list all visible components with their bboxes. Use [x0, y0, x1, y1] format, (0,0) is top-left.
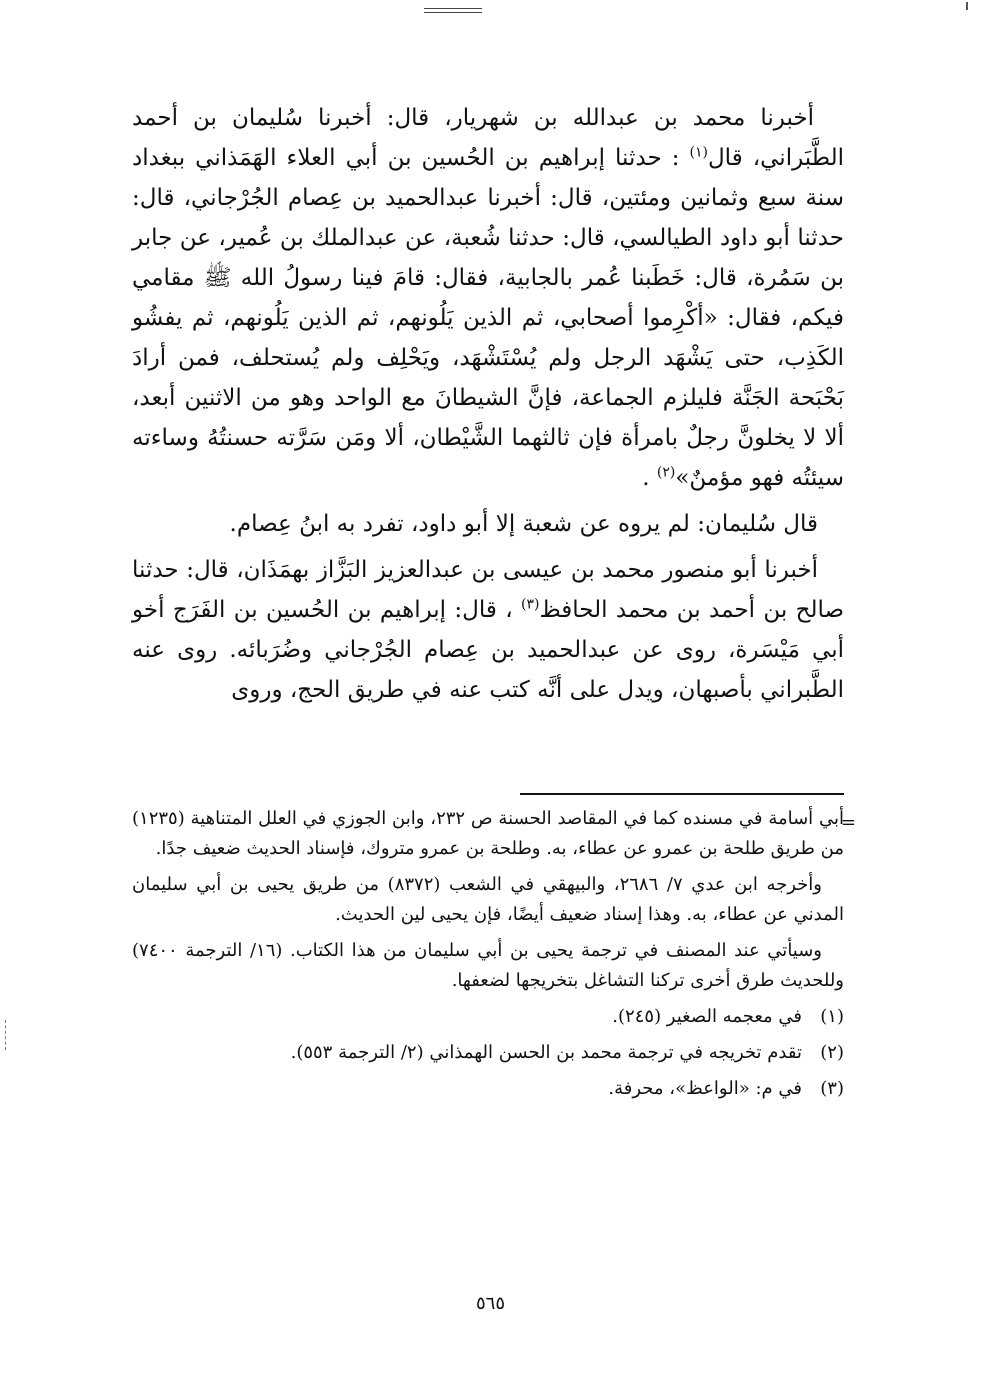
- footnote-paragraph-3: وسيأتي عند المصنف في ترجمة يحيى بن أبي سليمان من هذا الكتاب. (١٦/ الترجمة ٧٤٠٠) وللحديث طرق أخرى تركنا التشاغل بتخريجها لضعفها.: [132, 940, 844, 991]
- footnote-item-1: [132, 1002, 844, 1032]
- footnote-separator: [520, 793, 844, 795]
- corner-mark: [966, 2, 972, 10]
- margin-mark: [5, 1020, 7, 1050]
- main-text: [132, 98, 844, 710]
- paragraph-1: [132, 98, 844, 498]
- footnote-number: (١): [820, 1006, 844, 1027]
- paragraph-3: [132, 550, 844, 710]
- paragraph-2: قال سُليمان: لم يروه عن شعبة إلا أبو داود، تفرد به ابنُ عِصام.: [229, 511, 818, 537]
- paragraph-3-part-a: أخبرنا أبو منصور محمد بن عيسى بن عبدالعزيز البَزَّاز بهمَذَان، قال: حدثنا صالح بن أحمد بن محمد الحافظ: [132, 557, 845, 623]
- footnote-item-3: [132, 1074, 844, 1104]
- footnote-text: تقدم تخريجه في ترجمة محمد بن الحسن الهمذاني (٢/ الترجمة ٥٥٣).: [290, 1042, 802, 1063]
- footnote-ref-1: (١): [689, 144, 708, 161]
- footnote-text: في م: «الواعظ»، محرفة.: [608, 1078, 802, 1099]
- top-rule: [424, 8, 482, 9]
- top-rule-second: [424, 12, 482, 13]
- footnote-ref-2: (٢): [656, 464, 676, 481]
- paragraph-1-part-c: .: [642, 465, 657, 491]
- continuation-marker: =: [840, 812, 856, 833]
- page-number: ٥٦٥: [475, 1293, 505, 1314]
- footnote-ref-3: (٣): [521, 596, 540, 613]
- paragraph-1-part-a: أخبرنا محمد بن عبدالله بن شهريار، قال: أخبرنا سُليمان بن أحمد الطَّبَراني، قال: [132, 105, 844, 171]
- footnote-continuation-text: أبي أسامة في مسنده كما في المقاصد الحسنة ص ٢٣٢، وابن الجوزي في العلل المتناهية (١٢٣٥) من طريق طلحة بن عمرو عن عطاء، به. وطلحة بن عمرو متروك، فإسناد الحديث ضعيف جدًا.: [132, 808, 844, 859]
- paragraph-1-part-b: : حدثنا إبراهيم بن الحُسين بن أبي العلاء الهَمَذاني ببغداد سنة سبع وثمانين ومئتين، قال: أخبرنا عبدالحميد بن عِصام الجُرْجاني، قال: حدثنا أبو داود الطيالسي، قال: حدثنا شُعبة، عن عبدالملك بن عُمير، عن جابر بن سَمُرة، قال: خَطَبنا عُمر بالجابية، فقال: قامَ فينا رسولُ الله ﷺ مقامي فيكم، فقال: «أكْرِموا أصحابي، ثم الذين يَلُونهم، ثم الذين يَلُونهم، ثم يفشُو الكَذِب، حتى يَشْهَد الرجل ولم يُسْتَشْهَد، ويَحْلِف ولم يُستحلف، فمن أرادَ بَحْبَحة الجَنَّة فليلزم الجماعة، فإنَّ الشيطانَ مع الواحد وهو من الاثنين أبعد، ألا لا يخلونَّ رجلٌ بامرأة فإن ثالثهما الشَّيْطان، ألا ومَن سَرَّته حسنتُهُ وساءته سيئتُه فهو مؤمنٌ»: [132, 145, 844, 491]
- paragraph-3-part-b: ، قال: إبراهيم بن الحُسين بن الفَرَج أخو أبي مَيْسَرة، روى عن عبدالحميد بن عِصام الجُرْجاني وضُرَبائه. روى عنه الطَّبراني بأصبهان، ويدل على أنَّه كتب عنه في طريق الحج، وروى: [132, 597, 844, 703]
- footnote-text: في معجمه الصغير (٢٤٥).: [612, 1006, 802, 1027]
- footnote-number: (٢): [820, 1042, 844, 1063]
- footnotes: [132, 804, 856, 1104]
- footnote-number: (٣): [820, 1078, 844, 1099]
- footnote-continuation: [132, 804, 856, 864]
- footnote-item-2: [132, 1038, 844, 1068]
- footnote-paragraph-2: وأخرجه ابن عدي ٧/ ٢٦٨٦، والبيهقي في الشعب (٨٣٧٢) من طريق يحيى بن أبي سليمان المدني عن عطاء، به. وهذا إسناد ضعيف أيضًا، فإن يحيى لين الحديث.: [132, 874, 844, 925]
